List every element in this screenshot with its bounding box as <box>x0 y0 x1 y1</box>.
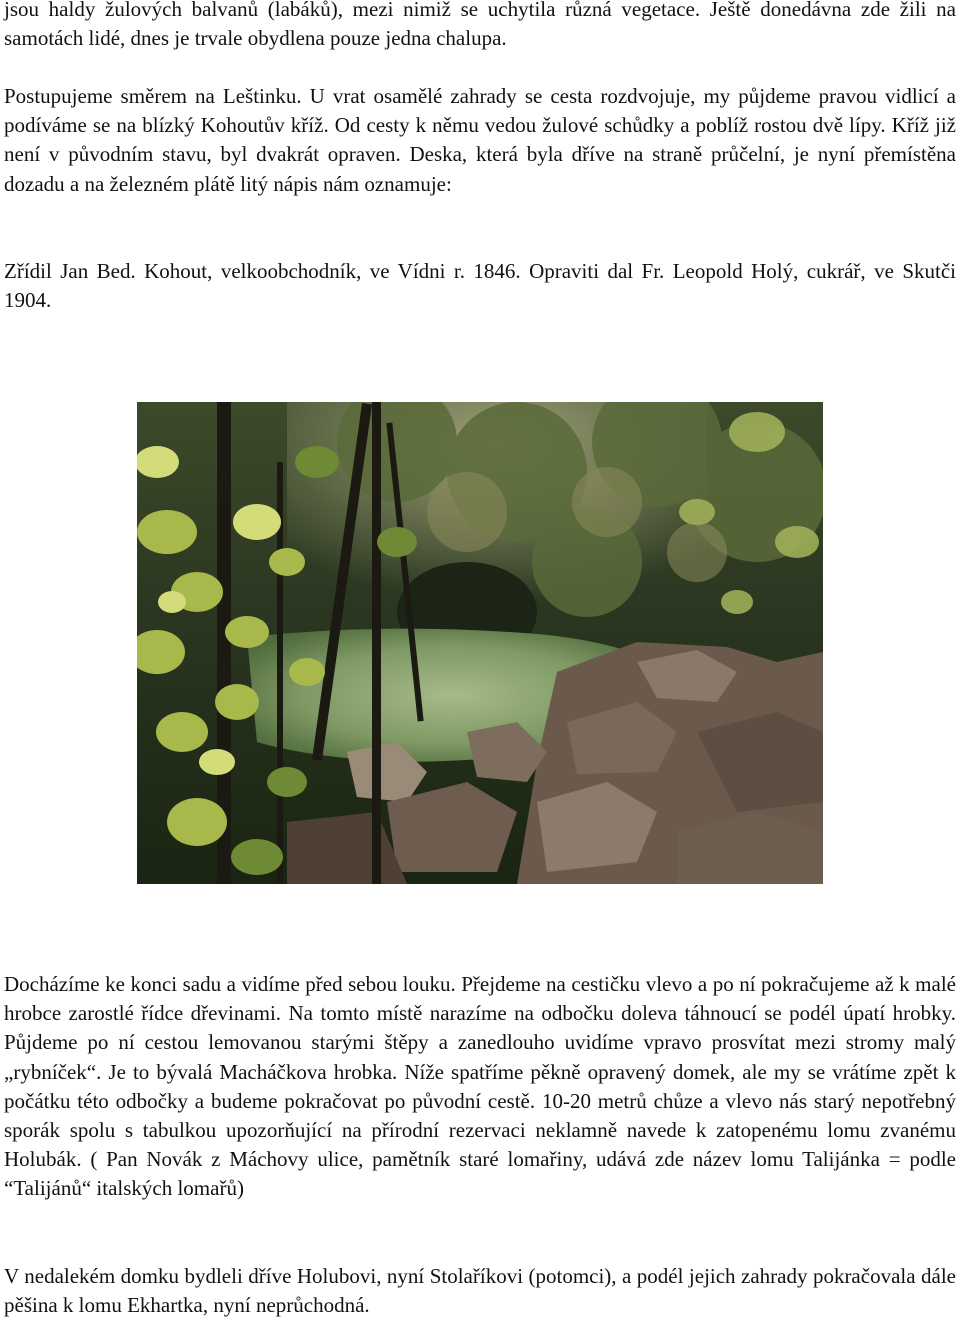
paragraph-waste-heaps: jsou haldy žulových balvanů (labáků), mezi nimiž se uchytila různá vegetace. Ještě donedávna zde žili na samotách lidé, dnes je trvale obydlena pouze jedna chalupa. <box>4 0 956 51</box>
paragraph-cross-inscription: Zřídil Jan Bed. Kohout, velkoobchodník, ve Vídni r. 1846. Opraviti dal Fr. Leopold Holý, cukrář, ve Skutči 1904. <box>4 259 956 313</box>
paragraph-kohout-cross: Postupujeme směrem na Leštinku. U vrat osamělé zahrady se cesta rozdvojuje, my půjdeme pravou vidlicí a podíváme se na blízký Kohoutův kříž. Od cesty k němu vedou žulové schůdky a poblíž rostou dvě lípy. Kříž již není v původním stavu, byl dvakrát opraven. Deska, která byla dříve na straně průčelní, je nyní přemístěna dozadu a na železném plátě litý nápis nám oznamuje: <box>4 84 956 196</box>
flooded-quarry-photo <box>137 402 823 884</box>
paragraph-holubak-quarry: Docházíme ke konci sadu a vidíme před sebou louku. Přejdeme na cestičku vlevo a po ní pokračujeme až k malé hrobce zarostlé řídce dřevinami. Na tomto místě narazíme na odbočku doleva táhnoucí se podél úpatí hrobky. Půjdeme po ní cestou lemovanou starými štěpy a zanedlouho uvidíme vpravo prosvítat mezi stromy malý „rybníček“. Je to bývalá Macháčkova hrobka. Níže spatříme pěkně opravený domek, ale my se vrátíme zpět k počátku této odbočky a budeme pokračovat po původní cestě. 10-20 metrů chůze a vlevo nás starý nepotřebný sporák spolu s tabulkou upozorňující na přírodní rezervaci neklamně navede k zatopenému lomu zvanému Holubák. ( Pan Novák z Máchovy ulice, pamětník staré lomařiny, udává zde název lomu Talijánka = podle “Talijánů“ italských lomařů) <box>4 972 956 1201</box>
paragraph-holub-house: V nedalekém domku bydleli dříve Holubovi, nyní Stolaříkovi (potomci), a podél jejich zahrady pokračovala dále pěšina k lomu Ekhartka, nyní neprůchodná. <box>4 1264 956 1318</box>
